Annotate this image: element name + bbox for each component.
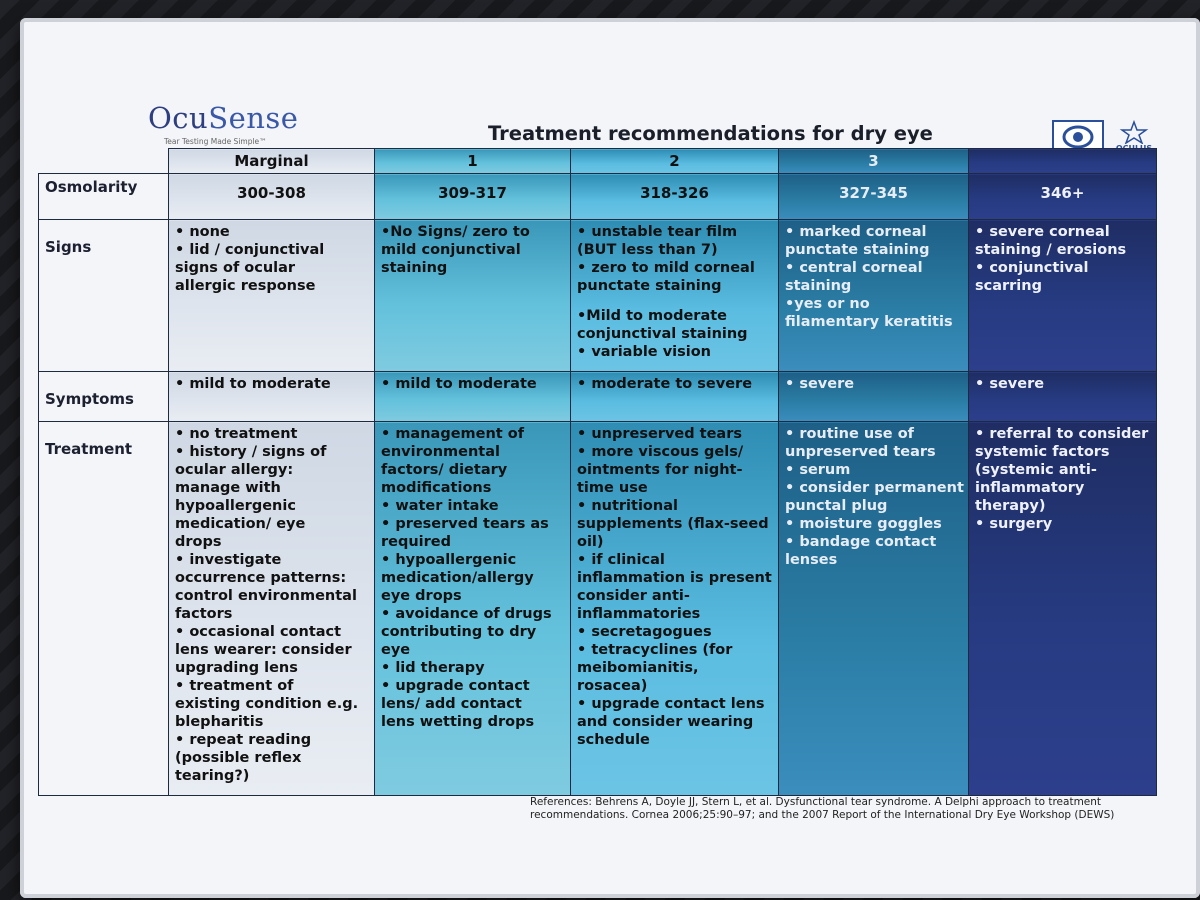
cell-line: consider anti- xyxy=(577,588,690,604)
cell-line: • consider permanent xyxy=(785,480,964,496)
symptoms-cell: • moderate to severe xyxy=(571,372,779,422)
cell-line: modifications xyxy=(381,480,492,496)
cell-line: inflammation is present xyxy=(577,570,772,586)
signs-cell xyxy=(571,220,779,372)
cell-line: • nutritional xyxy=(577,498,678,514)
cell-line: • preserved tears as xyxy=(381,516,549,532)
row-label-signs: Signs xyxy=(39,220,169,372)
cell-line: punctate staining xyxy=(577,278,722,294)
cell-line: • upgrade contact lens xyxy=(577,696,765,712)
treatment-row xyxy=(39,422,1157,796)
cell-line: • severe corneal xyxy=(975,224,1110,240)
cell-line: staining / erosions xyxy=(975,242,1127,258)
cell-line: •No Signs/ zero to xyxy=(381,224,530,240)
cell-line: factors xyxy=(175,606,233,622)
osmolarity-value: 346+ xyxy=(969,174,1157,220)
treatment-cell xyxy=(571,422,779,796)
reference-line: References: Behrens A, Doyle JJ, Stern L, et al. Dysfunctional tear syndrome. A Delphi approach to treatment xyxy=(530,796,1102,808)
cell-line: ocular allergy: xyxy=(175,462,294,478)
cell-line: existing condition e.g. xyxy=(175,696,359,712)
references xyxy=(530,796,1130,822)
osmolarity-row xyxy=(39,174,1157,220)
cell-line: • conjunctival xyxy=(975,260,1089,276)
cell-line: (systemic anti- xyxy=(975,462,1097,478)
cell-line: upgrading lens xyxy=(175,660,298,676)
cell-line: staining xyxy=(785,278,852,294)
cell-line: • water intake xyxy=(381,498,499,514)
cell-line: unpreserved tears xyxy=(785,444,936,460)
cell-line: • none xyxy=(175,224,230,240)
cell-line: supplements (flax-seed xyxy=(577,516,769,532)
osmolarity-value: 309-317 xyxy=(375,174,571,220)
logo-ocu: Ocu xyxy=(148,101,209,135)
cell-line: time use xyxy=(577,480,648,496)
signs-row xyxy=(39,220,1157,372)
cell-line: schedule xyxy=(577,732,650,748)
osmolarity-value: 300-308 xyxy=(169,174,375,220)
cell-line: mild conjunctival xyxy=(381,242,521,258)
osmolarity-value: 318-326 xyxy=(571,174,779,220)
cell-line: • upgrade contact xyxy=(381,678,530,694)
grade-3: 3 xyxy=(779,149,969,174)
cell-line: signs of ocular xyxy=(175,260,296,276)
cell-line: • central corneal xyxy=(785,260,923,276)
grade-marginal: Marginal xyxy=(169,149,375,174)
grade-header-row xyxy=(39,149,1157,174)
cell-line: • referral to consider xyxy=(975,426,1149,442)
cell-line: medication/allergy xyxy=(381,570,534,586)
page-title: Treatment recommendations for dry eye xyxy=(488,122,933,145)
cell-line: contributing to dry xyxy=(381,624,537,640)
symptoms-row xyxy=(39,372,1157,422)
symptoms-cell: • severe xyxy=(779,372,969,422)
cell-line: •yes or no xyxy=(785,296,870,312)
grade-4 xyxy=(969,149,1157,174)
cell-line: • more viscous gels/ xyxy=(577,444,744,460)
cell-line: •Mild to moderate xyxy=(577,308,727,324)
treatment-cell xyxy=(169,422,375,796)
cell-line: staining xyxy=(381,260,448,276)
treatment-table xyxy=(38,148,1157,796)
cell-line: manage with xyxy=(175,480,281,496)
eye-icon xyxy=(1062,125,1094,149)
cell-line: • occasional contact xyxy=(175,624,342,640)
signs-cell xyxy=(169,220,375,372)
cell-line: filamentary keratitis xyxy=(785,314,953,330)
cell-line: allergic response xyxy=(175,278,316,294)
cell-line: therapy) xyxy=(975,498,1046,514)
cell-line: blepharitis xyxy=(175,714,264,730)
cell-line: • surgery xyxy=(975,516,1053,532)
cell-line: lens wetting drops xyxy=(381,714,535,730)
cell-line: (possible reflex xyxy=(175,750,302,766)
cell-line: • management of xyxy=(381,426,525,442)
cell-line: and consider wearing xyxy=(577,714,754,730)
cell-line: lens wearer: consider xyxy=(175,642,352,658)
symptoms-cell: • mild to moderate xyxy=(169,372,375,422)
cell-line: • lid therapy xyxy=(381,660,485,676)
cell-line: • variable vision xyxy=(577,344,711,360)
row-label-osmolarity: Osmolarity xyxy=(39,174,169,220)
cell-line: lens/ add contact xyxy=(381,696,522,712)
cell-line: factors/ dietary xyxy=(381,462,508,478)
cell-line: • repeat reading xyxy=(175,732,312,748)
cell-line: • bandage contact xyxy=(785,534,937,550)
cell-line: • routine use of xyxy=(785,426,914,442)
cell-line: • unpreserved tears xyxy=(577,426,742,442)
cell-line: tearing?) xyxy=(175,768,250,784)
cell-line: occurrence patterns: xyxy=(175,570,347,586)
logo-wordmark xyxy=(148,101,299,135)
line-gap xyxy=(577,295,772,307)
cell-line: • lid / conjunctival xyxy=(175,242,325,258)
cell-line: • no treatment xyxy=(175,426,298,442)
cell-line: • avoidance of drugs xyxy=(381,606,552,622)
cell-line: required xyxy=(381,534,452,550)
cell-line: lenses xyxy=(785,552,838,568)
cell-line: • moisture goggles xyxy=(785,516,942,532)
cell-line: • serum xyxy=(785,462,851,478)
cell-line: systemic factors xyxy=(975,444,1110,460)
cell-line: eye xyxy=(381,642,411,658)
symptoms-cell: • mild to moderate xyxy=(375,372,571,422)
row-label-treatment: Treatment xyxy=(39,422,169,796)
row-label-symptoms: Symptoms xyxy=(39,372,169,422)
cell-line: • zero to mild corneal xyxy=(577,260,755,276)
cell-line: • investigate xyxy=(175,552,282,568)
cell-line: inflammatories xyxy=(577,606,701,622)
signs-cell xyxy=(779,220,969,372)
cell-line: • if clinical xyxy=(577,552,665,568)
cell-line: medication/ eye xyxy=(175,516,306,532)
cell-line: drops xyxy=(175,534,222,550)
cell-line: • secretagogues xyxy=(577,624,712,640)
osmolarity-value: 327-345 xyxy=(779,174,969,220)
cell-line: rosacea) xyxy=(577,678,648,694)
cell-line: • tetracyclines (for xyxy=(577,642,733,658)
cell-line: punctal plug xyxy=(785,498,888,514)
cell-line: hypoallergenic xyxy=(175,498,296,514)
cell-line: (BUT less than 7) xyxy=(577,242,718,258)
treatment-cell xyxy=(375,422,571,796)
treatment-cell xyxy=(779,422,969,796)
star-icon xyxy=(1119,120,1149,144)
cell-line: scarring xyxy=(975,278,1042,294)
cell-line: ointments for night- xyxy=(577,462,743,478)
reference-line: recommendations. Cornea 2006;25:90–97; and the 2007 Report of the International Dry Eye Workshop (DEWS) xyxy=(530,809,1115,821)
cell-line: • hypoallergenic xyxy=(381,552,517,568)
logo-tagline: Tear Testing Made Simple™ xyxy=(164,137,267,146)
grade-1: 1 xyxy=(375,149,571,174)
cell-line: meibomianitis, xyxy=(577,660,699,676)
cell-line: conjunctival staining xyxy=(577,326,748,342)
cell-line: inflammatory xyxy=(975,480,1085,496)
symptoms-cell: • severe xyxy=(969,372,1157,422)
cell-line: • unstable tear film xyxy=(577,224,738,240)
grade-2: 2 xyxy=(571,149,779,174)
treatment-cell xyxy=(969,422,1157,796)
corner-cell xyxy=(39,149,169,174)
logo-sense: Sense xyxy=(208,101,299,135)
cell-line: • history / signs of xyxy=(175,444,327,460)
cell-line: control environmental xyxy=(175,588,357,604)
cell-line: punctate staining xyxy=(785,242,930,258)
cell-line: • marked corneal xyxy=(785,224,927,240)
ocusense-logo xyxy=(148,101,299,146)
cell-line: eye drops xyxy=(381,588,462,604)
signs-cell xyxy=(969,220,1157,372)
cell-line: oil) xyxy=(577,534,604,550)
cell-line: • treatment of xyxy=(175,678,294,694)
signs-cell xyxy=(375,220,571,372)
cell-line: environmental xyxy=(381,444,500,460)
